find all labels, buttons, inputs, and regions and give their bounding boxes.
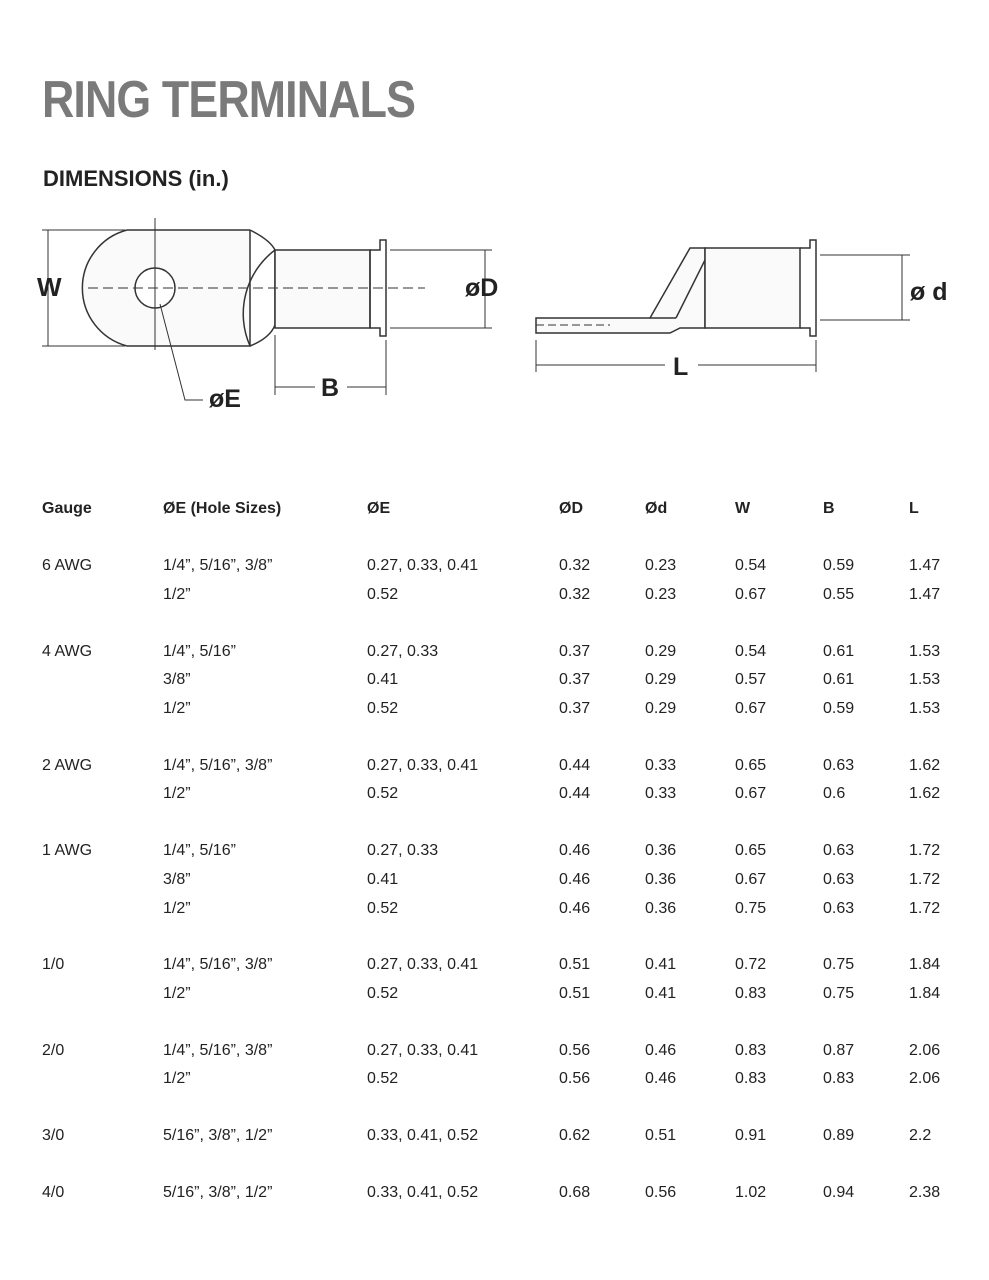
D-cell: 0.68 [559,1183,591,1201]
table-row [36,951,969,980]
d-cell: 0.46 [645,1041,677,1059]
l-cell: 1.84 [909,956,941,974]
spacer-cell [36,1094,969,1122]
group-spacer [36,923,969,951]
d-cell: 0.33 [645,785,677,803]
table-row [36,837,969,866]
l-cell: 1.53 [909,642,941,660]
e-cell: 0.27, 0.33, 0.41 [367,557,479,575]
table-row [36,637,969,666]
spacer-cell [36,723,969,751]
d-cell: 0.29 [645,642,677,660]
w-cell: 0.75 [735,899,767,917]
hole-sizes-cell: 1/2” [163,899,191,917]
table-row [36,751,969,780]
table-row [36,1122,969,1151]
l-cell: 1.47 [909,557,941,575]
e-cell: 0.52 [367,586,399,604]
l-cell: 2.06 [909,1041,941,1059]
b-cell: 0.87 [823,1041,855,1059]
e-cell: 0.41 [367,671,399,689]
l-cell: 1.47 [909,586,941,604]
gauge-cell [36,1065,157,1094]
table-row [36,1036,969,1065]
b-cell: 0.94 [823,1183,855,1201]
hole-sizes-cell: 1/2” [163,984,191,1002]
side-view-drawing [536,240,910,372]
b-cell: 0.59 [823,700,855,718]
gauge-cell [36,780,157,809]
group-spacer [36,1150,969,1178]
e-cell: 0.27, 0.33, 0.41 [367,1041,479,1059]
D-cell: 0.46 [559,870,591,888]
gauge-cell: 2/0 [42,1041,65,1059]
b-cell: 0.75 [823,984,855,1002]
col-header-hole-sizes: ØE (Hole Sizes) [163,500,282,517]
col-header-gauge: Gauge [42,500,92,517]
b-cell: 0.6 [823,785,846,803]
gauge-cell: 4 AWG [42,642,93,660]
w-cell: 0.83 [735,984,767,1002]
hole-sizes-cell: 3/8” [163,870,191,888]
D-cell: 0.32 [559,557,591,575]
w-cell: 0.91 [735,1126,767,1144]
col-header-b: B [823,500,835,517]
D-cell: 0.46 [559,899,591,917]
e-cell: 0.27, 0.33 [367,642,439,660]
w-cell: 0.67 [735,870,767,888]
table-header-row [36,494,969,524]
group-spacer [36,524,969,552]
e-cell: 0.41 [367,870,399,888]
gauge-cell: 6 AWG [42,557,93,575]
w-cell: 0.67 [735,586,767,604]
e-cell: 0.52 [367,700,399,718]
D-cell: 0.56 [559,1070,591,1088]
col-header-l: L [909,500,919,517]
D-cell: 0.37 [559,671,591,689]
gauge-cell: 1 AWG [42,842,93,860]
hole-sizes-cell: 1/2” [163,1070,191,1088]
w-cell: 0.54 [735,642,767,660]
e-cell: 0.27, 0.33, 0.41 [367,756,479,774]
d-cell: 0.36 [645,842,677,860]
d-cell: 0.29 [645,671,677,689]
l-cell: 1.53 [909,671,941,689]
group-spacer [36,809,969,837]
D-cell: 0.37 [559,642,591,660]
table-row [36,552,969,581]
col-header-d: Ød [645,500,668,517]
hole-sizes-cell: 1/2” [163,785,191,803]
D-cell: 0.44 [559,756,591,774]
dimensions-table [36,494,969,1207]
w-cell: 0.72 [735,956,767,974]
l-cell: 1.62 [909,785,941,803]
w-cell: 0.83 [735,1041,767,1059]
hole-sizes-cell: 5/16”, 3/8”, 1/2” [163,1126,273,1144]
l-cell: 1.53 [909,700,941,718]
d-cell: 0.23 [645,586,677,604]
b-cell: 0.83 [823,1070,855,1088]
w-cell: 0.65 [735,756,767,774]
table-row [36,666,969,695]
w-cell: 0.65 [735,842,767,860]
l-cell: 1.72 [909,870,941,888]
e-cell: 0.33, 0.41, 0.52 [367,1126,479,1144]
b-cell: 0.61 [823,642,855,660]
d-cell: 0.33 [645,756,677,774]
D-cell: 0.56 [559,1041,591,1059]
dim-label-l: L [673,353,689,381]
e-cell: 0.27, 0.33, 0.41 [367,956,479,974]
hole-sizes-cell: 1/4”, 5/16”, 3/8” [163,1041,273,1059]
hole-sizes-cell: 3/8” [163,671,191,689]
d-cell: 0.23 [645,557,677,575]
b-cell: 0.63 [823,870,855,888]
l-cell: 1.72 [909,842,941,860]
table-row [36,866,969,895]
b-cell: 0.55 [823,586,855,604]
D-cell: 0.46 [559,842,591,860]
table-row [36,980,969,1009]
D-cell: 0.32 [559,586,591,604]
gauge-cell: 1/0 [42,956,65,974]
spacer-cell [36,1008,969,1036]
dim-label-b: B [321,374,340,402]
gauge-cell [36,866,157,895]
gauge-cell: 2 AWG [42,756,93,774]
e-cell: 0.52 [367,1070,399,1088]
spacer-cell [36,923,969,951]
l-cell: 2.06 [909,1070,941,1088]
table-row [36,1178,969,1207]
dim-label-w: W [37,272,62,302]
d-cell: 0.36 [645,870,677,888]
w-cell: 0.67 [735,700,767,718]
e-cell: 0.52 [367,984,399,1002]
w-cell: 0.57 [735,671,767,689]
top-view-drawing [42,218,492,400]
hole-sizes-cell: 1/4”, 5/16”, 3/8” [163,756,273,774]
w-cell: 1.02 [735,1183,767,1201]
l-cell: 1.72 [909,899,941,917]
d-cell: 0.41 [645,956,677,974]
l-cell: 2.2 [909,1126,932,1144]
d-cell: 0.41 [645,984,677,1002]
D-cell: 0.44 [559,785,591,803]
b-cell: 0.89 [823,1126,855,1144]
b-cell: 0.61 [823,671,855,689]
d-cell: 0.56 [645,1183,677,1201]
D-cell: 0.51 [559,984,591,1002]
dim-label-d-lower: ø d [910,278,948,306]
w-cell: 0.54 [735,557,767,575]
D-cell: 0.37 [559,700,591,718]
dim-label-e: øE [209,385,241,413]
col-header-e: ØE [367,500,391,517]
table-row [36,894,969,923]
l-cell: 2.38 [909,1183,941,1201]
l-cell: 1.62 [909,756,941,774]
d-cell: 0.46 [645,1070,677,1088]
table-row [36,581,969,610]
w-cell: 0.83 [735,1070,767,1088]
b-cell: 0.63 [823,842,855,860]
d-cell: 0.29 [645,700,677,718]
l-cell: 1.84 [909,984,941,1002]
e-cell: 0.33, 0.41, 0.52 [367,1183,479,1201]
gauge-cell [36,666,157,695]
b-cell: 0.75 [823,956,855,974]
gauge-cell [36,581,157,610]
b-cell: 0.63 [823,756,855,774]
spacer-cell [36,809,969,837]
group-spacer [36,1008,969,1036]
section-subtitle: DIMENSIONS (in.) [43,166,229,191]
terminal-diagram [0,200,989,430]
group-spacer [36,723,969,751]
table-row [36,780,969,809]
gauge-cell [36,894,157,923]
table-row [36,695,969,724]
e-cell: 0.52 [367,785,399,803]
e-cell: 0.52 [367,899,399,917]
hole-sizes-cell: 1/2” [163,586,191,604]
b-cell: 0.63 [823,899,855,917]
e-cell: 0.27, 0.33 [367,842,439,860]
hole-sizes-cell: 1/4”, 5/16” [163,842,236,860]
table-row [36,1065,969,1094]
spacer-cell [36,524,969,552]
dim-label-d-upper: øD [465,274,499,302]
D-cell: 0.62 [559,1126,591,1144]
gauge-cell [36,695,157,724]
gauge-cell: 4/0 [42,1183,65,1201]
hole-sizes-cell: 1/4”, 5/16”, 3/8” [163,956,273,974]
table-body [36,524,969,1207]
spacer-cell [36,609,969,637]
hole-sizes-cell: 1/4”, 5/16” [163,642,236,660]
hole-sizes-cell: 5/16”, 3/8”, 1/2” [163,1183,273,1201]
w-cell: 0.67 [735,785,767,803]
gauge-cell: 3/0 [42,1126,65,1144]
col-header-D: ØD [559,500,583,517]
gauge-cell [36,980,157,1009]
page-title: RING TERMINALS [42,71,416,129]
b-cell: 0.59 [823,557,855,575]
D-cell: 0.51 [559,956,591,974]
d-cell: 0.36 [645,899,677,917]
spacer-cell [36,1150,969,1178]
hole-sizes-cell: 1/2” [163,700,191,718]
hole-sizes-cell: 1/4”, 5/16”, 3/8” [163,557,273,575]
group-spacer [36,609,969,637]
col-header-w: W [735,500,751,517]
d-cell: 0.51 [645,1126,677,1144]
group-spacer [36,1094,969,1122]
